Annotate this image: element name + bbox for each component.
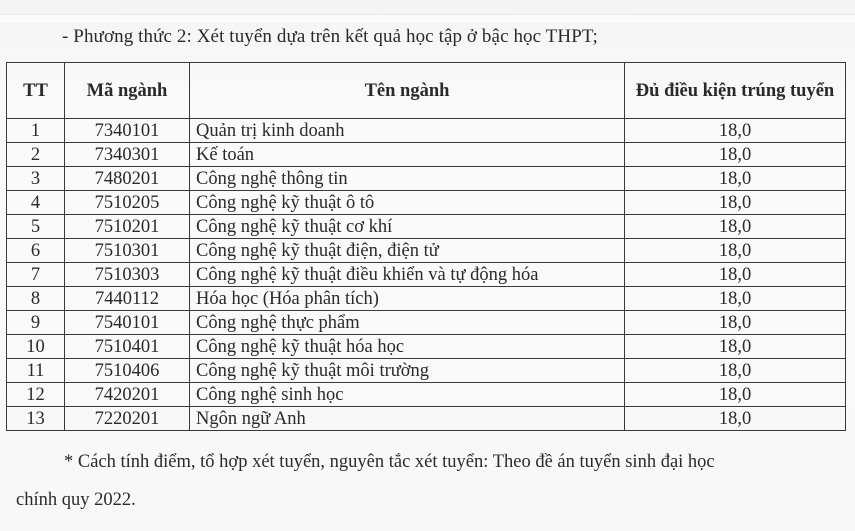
cell-code: 7510401 (65, 335, 190, 359)
cell-score: 18,0 (625, 239, 846, 263)
cell-tt: 6 (7, 239, 65, 263)
cell-score: 18,0 (625, 263, 846, 287)
footnote-line-2: chính quy 2022. (16, 490, 136, 510)
cell-code: 7540101 (65, 311, 190, 335)
method-heading: - Phương thức 2: Xét tuyển dựa trên kết quả học tập ở bậc học THPT; (62, 26, 598, 47)
cell-code: 7440112 (65, 287, 190, 311)
cell-name: Quản trị kinh doanh (190, 119, 625, 143)
cell-code: 7510303 (65, 263, 190, 287)
table-row (7, 239, 846, 263)
cell-tt: 12 (7, 383, 65, 407)
cell-tt: 1 (7, 119, 65, 143)
table-row (7, 359, 846, 383)
cell-tt: 13 (7, 407, 65, 431)
cell-name: Công nghệ thông tin (190, 167, 625, 191)
cell-name: Công nghệ kỹ thuật cơ khí (190, 215, 625, 239)
cell-code: 7510201 (65, 215, 190, 239)
cell-name: Hóa học (Hóa phân tích) (190, 287, 625, 311)
cell-name: Công nghệ kỹ thuật điều khiển và tự động hóa (190, 263, 625, 287)
table-header-row (7, 63, 846, 119)
table-row (7, 383, 846, 407)
cell-name: Ngôn ngữ Anh (190, 407, 625, 431)
table-row (7, 191, 846, 215)
header-score: Đủ điều kiện trúng tuyển (625, 63, 846, 119)
cell-score: 18,0 (625, 119, 846, 143)
cell-name: Công nghệ kỹ thuật môi trường (190, 359, 625, 383)
footnote-line-1: * Cách tính điểm, tổ hợp xét tuyển, nguyên tắc xét tuyển: Theo đề án tuyển sinh đại học (64, 452, 715, 472)
table-row (7, 335, 846, 359)
cell-score: 18,0 (625, 191, 846, 215)
cell-tt: 5 (7, 215, 65, 239)
table-row (7, 407, 846, 431)
table-row (7, 143, 846, 167)
cell-tt: 4 (7, 191, 65, 215)
paper-edge (0, 14, 855, 23)
cell-code: 7220201 (65, 407, 190, 431)
cell-code: 7340101 (65, 119, 190, 143)
cell-score: 18,0 (625, 407, 846, 431)
cell-name: Công nghệ kỹ thuật điện, điện tử (190, 239, 625, 263)
cell-tt: 11 (7, 359, 65, 383)
cell-tt: 10 (7, 335, 65, 359)
cell-score: 18,0 (625, 143, 846, 167)
cell-tt: 8 (7, 287, 65, 311)
cell-code: 7480201 (65, 167, 190, 191)
cell-code: 7510406 (65, 359, 190, 383)
table-row (7, 263, 846, 287)
cell-tt: 3 (7, 167, 65, 191)
cell-code: 7420201 (65, 383, 190, 407)
cell-code: 7510205 (65, 191, 190, 215)
cell-score: 18,0 (625, 359, 846, 383)
cell-score: 18,0 (625, 167, 846, 191)
cell-name: Công nghệ kỹ thuật ô tô (190, 191, 625, 215)
cell-code: 7510301 (65, 239, 190, 263)
table-row (7, 215, 846, 239)
cell-tt: 7 (7, 263, 65, 287)
cell-score: 18,0 (625, 287, 846, 311)
header-code: Mã ngành (65, 63, 190, 119)
cell-score: 18,0 (625, 335, 846, 359)
cell-score: 18,0 (625, 383, 846, 407)
admission-table (6, 62, 846, 431)
cell-tt: 2 (7, 143, 65, 167)
table-row (7, 287, 846, 311)
table-row (7, 311, 846, 335)
cell-name: Công nghệ sinh học (190, 383, 625, 407)
table-row (7, 167, 846, 191)
cell-code: 7340301 (65, 143, 190, 167)
cell-name: Công nghệ thực phẩm (190, 311, 625, 335)
cell-score: 18,0 (625, 215, 846, 239)
cell-tt: 9 (7, 311, 65, 335)
cell-score: 18,0 (625, 311, 846, 335)
table-row (7, 119, 846, 143)
header-tt: TT (7, 63, 65, 119)
cell-name: Kế toán (190, 143, 625, 167)
header-name: Tên ngành (190, 63, 625, 119)
cell-name: Công nghệ kỹ thuật hóa học (190, 335, 625, 359)
